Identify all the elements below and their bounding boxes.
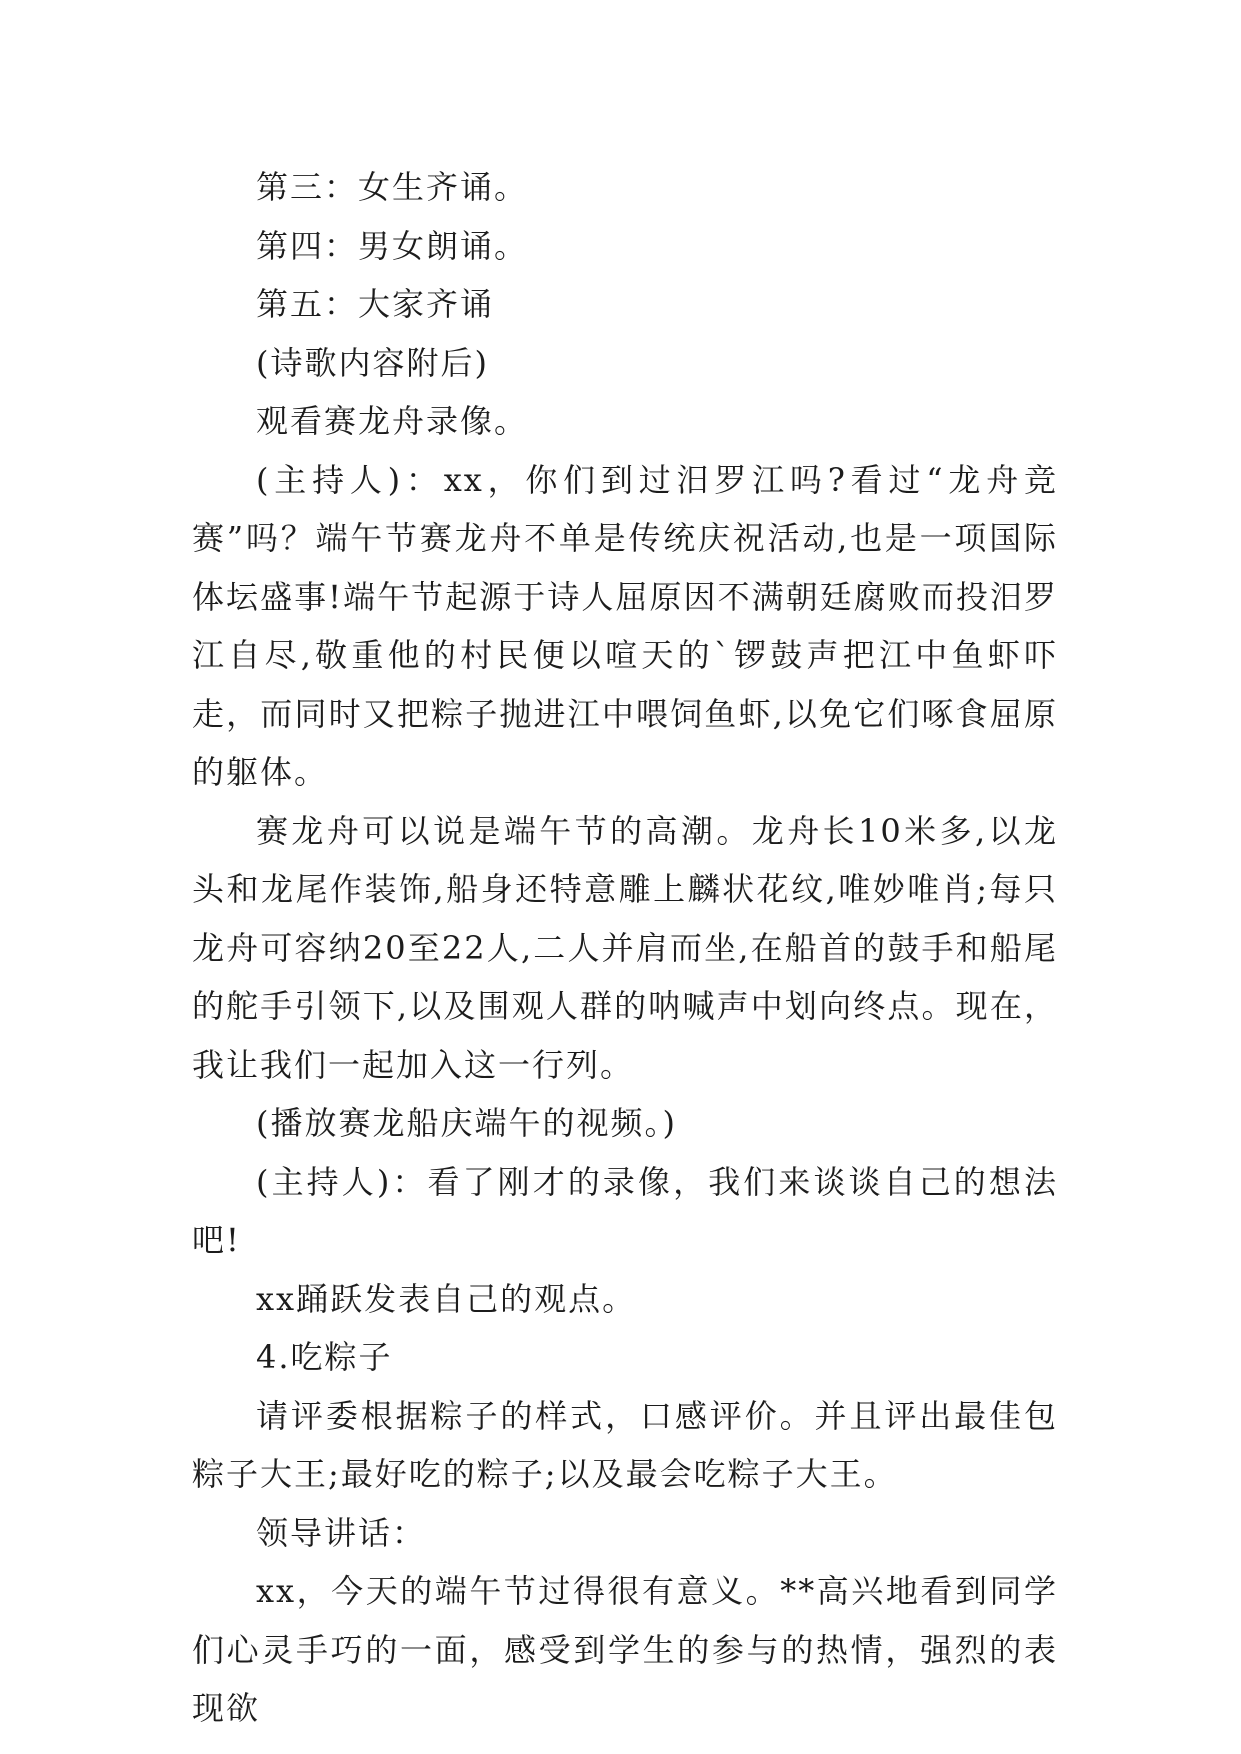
paragraph: 第四：男女朗诵。 [256, 226, 529, 265]
paragraph: 观看赛龙舟录像。 [256, 402, 529, 440]
paragraph: 第三：女生齐诵。 [256, 168, 529, 206]
paragraph: (诗歌内容附后) [256, 343, 489, 382]
paragraph: (主持人)：看了刚才的录像，我们来谈谈自己的想法吧! [192, 1162, 1058, 1259]
paragraph: 第五：大家齐诵 [256, 285, 495, 323]
paragraph: (播放赛龙船庆端午的视频。) [256, 1104, 677, 1142]
document-body [192, 158, 1058, 1738]
paragraph: 赛龙舟可以说是端午节的高潮。龙舟长10米多,以龙头和龙尾作装饰,船身还特意雕上麟状花纹,唯妙唯肖;每只龙舟可容纳20至22人,二人并肩而坐,在船首的鼓手和船尾的舵手引领下,以及围观人群的呐喊声中划向终点。现在，我让我们一起加入这一行列。 [192, 811, 1058, 1084]
paragraph: 4.吃粽子 [256, 1338, 393, 1376]
paragraph: (主持人)：xx，你们到过汨罗江吗?看过“龙舟竞赛”吗？端午节赛龙舟不单是传统庆祝活动,也是一项国际体坛盛事!端午节起源于诗人屈原因不满朝廷腐败而投汨罗江自尽,敬重他的村民便以喧天的`锣鼓声把江中鱼虾吓走，而同时又把粽子抛进江中喂饲鱼虾,以免它们啄食屈原的躯体。 [192, 460, 1058, 791]
paragraph: 领导讲话： [256, 1513, 427, 1552]
paragraph: 请评委根据粽子的样式，口感评价。并且评出最佳包粽子大王;最好吃的粽子;以及最会吃粽子大王。 [192, 1396, 1058, 1493]
paragraph: xx踊跃发表自己的观点。 [256, 1279, 637, 1318]
paragraph: xx，今天的端午节过得很有意义。**高兴地看到同学们心灵手巧的一面，感受到学生的参与的热情，强烈的表现欲 [192, 1572, 1058, 1727]
